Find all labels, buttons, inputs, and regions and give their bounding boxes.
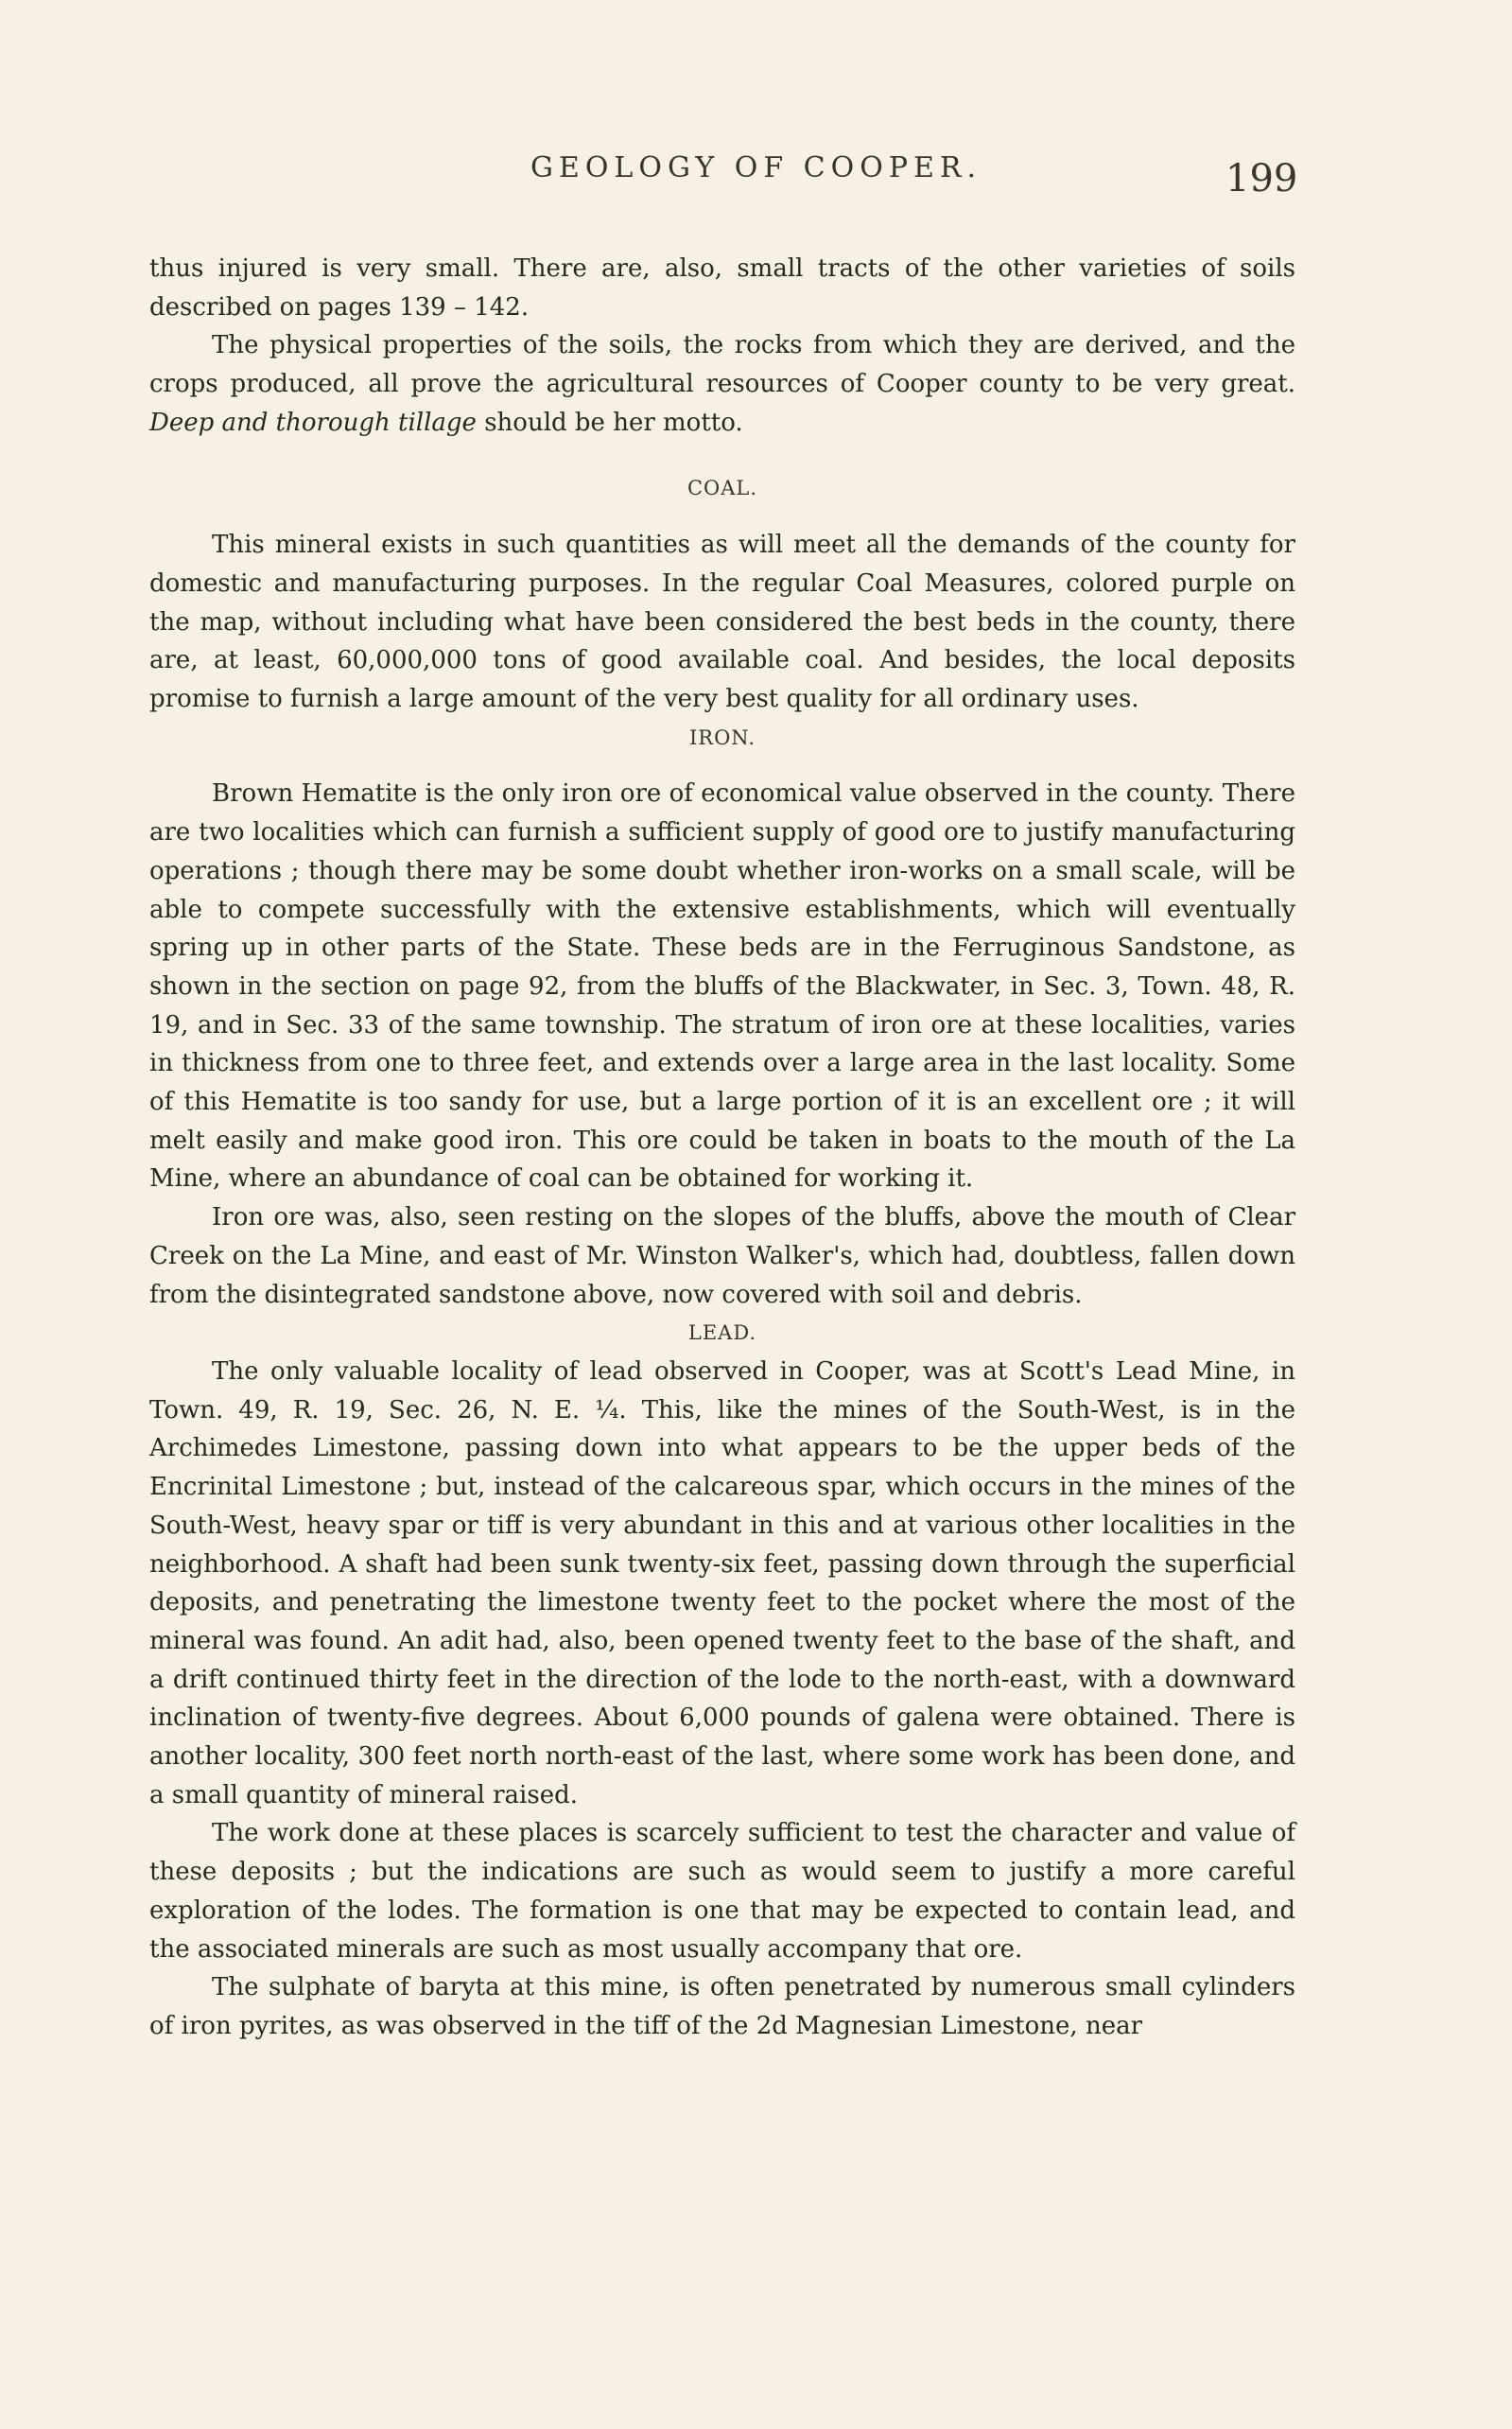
paragraph-lead-1: The only valuable locality of lead observed in Cooper, was at Scott's Lead Mine, in Town. 49, R. 19, Sec. 26, N. E. ¼. This, like the mines of the South-West, is in the Archimedes Limestone, passing down into what appears to be the upper beds of the Encrinital Limestone ; but, instead of the calcareous spar, which occurs in the mines of the South-West, heavy spar or tiff is very abundant in this and at various other localities in the neighborhood. A shaft had been sunk twenty-six feet, passing down through the superficial deposits, and penetrating the limestone twenty feet to the pocket where the most of the mineral was found. An adit had, also, been opened twenty feet to the base of the shaft, and a drift continued thirty feet in the direction of the lode to the north-east, with a downward inclination of twenty-five degrees. About 6,000 pounds of galena were obtained. There is another locality, 300 feet north north-east of the last, where some work has been done, and a small quantity of mineral raised.	[149, 1356, 1295, 1809]
running-head: GEOLOGY OF COOPER.	[530, 151, 982, 184]
paragraph-iron-1: Brown Hematite is the only iron ore of economical value observed in the county. There are two localities which can furnish a sufficient supply of good ore to justify manufacturing operations ; though there may be some doubt whether iron-works on a small scale, will be able to compete successfully with the extensive establishments, which will eventually spring up in other parts of the State. These beds are in the Ferruginous Sandstone, as shown in the section on page 92, from the bluffs of the Blackwater, in Sec. 3, Town. 48, R. 19, and in Sec. 33 of the same township. The stratum of iron ore at these localities, varies in thickness from one to three feet, and extends over a large area in the last locality. Some of this Hematite is too sandy for use, but a large portion of it is an excellent ore ; it will melt easily and make good iron. This ore could be taken in boats to the mouth of the La Mine, where an abundance of coal can be obtained for working it.	[149, 779, 1295, 1194]
page-number: 199	[1225, 157, 1298, 201]
paragraph-text: should be her motto.	[476, 408, 743, 437]
section-heading-iron: IRON.	[688, 725, 756, 749]
paragraph-agricultural-resources	[149, 326, 1295, 442]
paragraph-text: The physical properties of the soils, the rocks from which they are derived, and the crops produced, all prove the agricultural resources of Cooper county to be very great.	[149, 331, 1295, 399]
italic-motto: Deep and thorough tillage	[149, 408, 477, 437]
paragraph-coal: This mineral exists in such quantities as will meet all the demands of the county for domestic and manufacturing purposes. In the regular Coal Measures, colored purple on the map, without including what have been considered the best beds in the county, there are, at least, 60,000,000 tons of good available coal. And besides, the local deposits promise to furnish a large amount of the very best quality for all ordinary uses.	[149, 531, 1295, 714]
paragraph-lead-2: The work done at these places is scarcely sufficient to test the character and value of these deposits ; but the indications are such as would seem to justify a more careful exploration of the lodes. The formation is one that may be expected to contain lead, and the associated minerals are such as most usually accompany that ore.	[149, 1819, 1295, 1964]
paragraph-soils-end: thus injured is very small. There are, also, small tracts of the other varieties of soils described on pages 139 – 142.	[149, 254, 1295, 322]
paragraph-lead-3: The sulphate of baryta at this mine, is often penetrated by numerous small cylinders of iron pyrites, as was observed in the tiff of the 2d Magnesian Limestone, near	[149, 1973, 1295, 2040]
paragraph-iron-2: Iron ore was, also, seen resting on the slopes of the bluffs, above the mouth of Clear Creek on the La Mine, and east of Mr. Winston Walker's, which had, doubtless, fallen down from the disintegrated sandstone above, now covered with soil and debris.	[149, 1203, 1295, 1309]
section-heading-coal: COAL.	[686, 476, 758, 499]
section-heading-lead: LEAD.	[687, 1321, 757, 1345]
page-body	[149, 250, 1295, 2046]
